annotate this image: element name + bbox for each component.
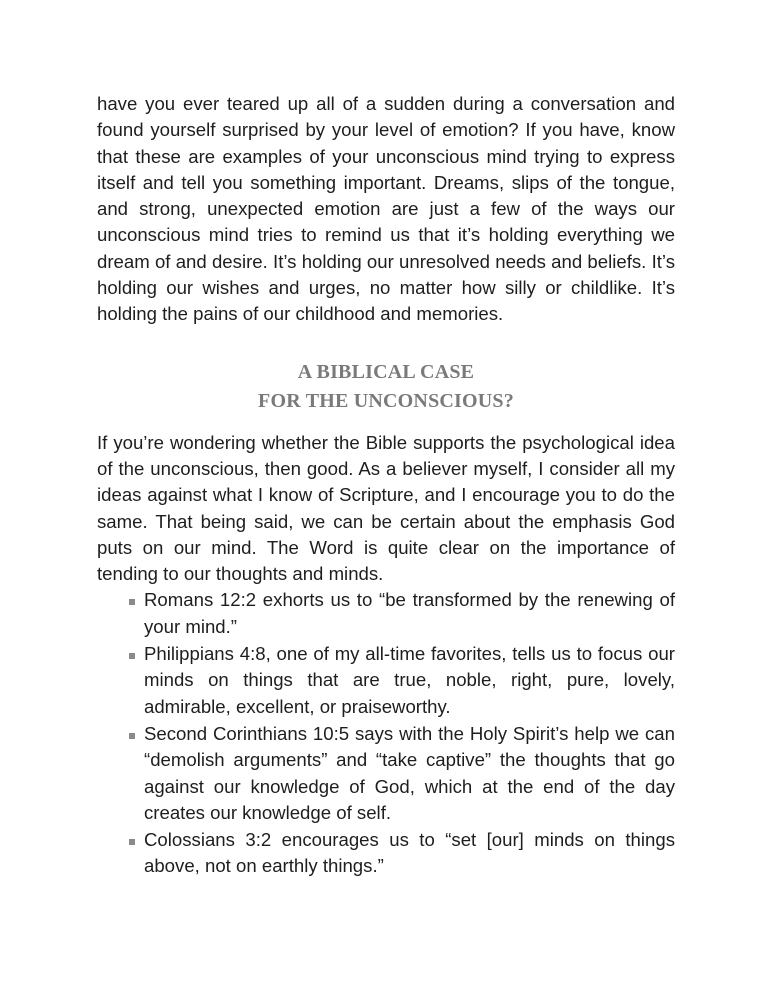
list-item-text: Colossians 3:2 encourages us to “set [our] minds on things above, not on earthly things.”	[144, 829, 675, 877]
list-item	[97, 827, 675, 880]
list-item-text: Second Corinthians 10:5 says with the Holy Spirit’s help we can “demolish arguments” and “take captive” the thoughts that go against our knowledge of God, which at the end of the day creates our knowledge of self.	[144, 722, 675, 823]
list-item	[97, 641, 675, 720]
intro-paragraph: have you ever teared up all of a sudden during a conversation and found yourself surprised by your level of emotion? If you have, know that these are examples of your unconscious mind trying to express itself and tell you something important. Dreams, slips of the tongue, and strong, unexpected emotion are just a few of the ways our unconscious mind tries to remind us that it’s holding everything we dream of and desire. It’s holding our unresolved needs and beliefs. It’s holding our wishes and urges, no matter how silly or childlike. It’s holding the pains of our childhood and memories.	[97, 93, 675, 325]
square-bullet-icon	[129, 839, 135, 845]
list-item-text: Philippians 4:8, one of my all-time favorites, tells us to focus our minds on things that are true, noble, right, pure, lovely, admirable, excellent, or praiseworthy.	[144, 643, 675, 717]
body-paragraph: If you’re wondering whether the Bible supports the psychological idea of the unconscious, then good. As a believer myself, I consider all my ideas against what I know of Scripture, and I encourage you to do the same. That being said, we can be certain about the emphasis God puts on our mind. The Word is quite clear on the importance of tending to our thoughts and minds.	[97, 431, 675, 585]
section-heading-line-1: A BIBLICAL CASE	[297, 360, 475, 383]
scripture-list	[97, 587, 675, 879]
list-item-text: Romans 12:2 exhorts us to “be transformed by the renewing of your mind.”	[144, 589, 675, 637]
list-item	[97, 721, 675, 826]
square-bullet-icon	[129, 733, 135, 739]
section-heading	[97, 358, 675, 416]
square-bullet-icon	[129, 653, 135, 659]
square-bullet-icon	[129, 599, 135, 605]
page-content	[97, 91, 675, 880]
section-heading-line-2: FOR THE UNCONSCIOUS?	[258, 389, 514, 412]
list-item	[97, 587, 675, 640]
